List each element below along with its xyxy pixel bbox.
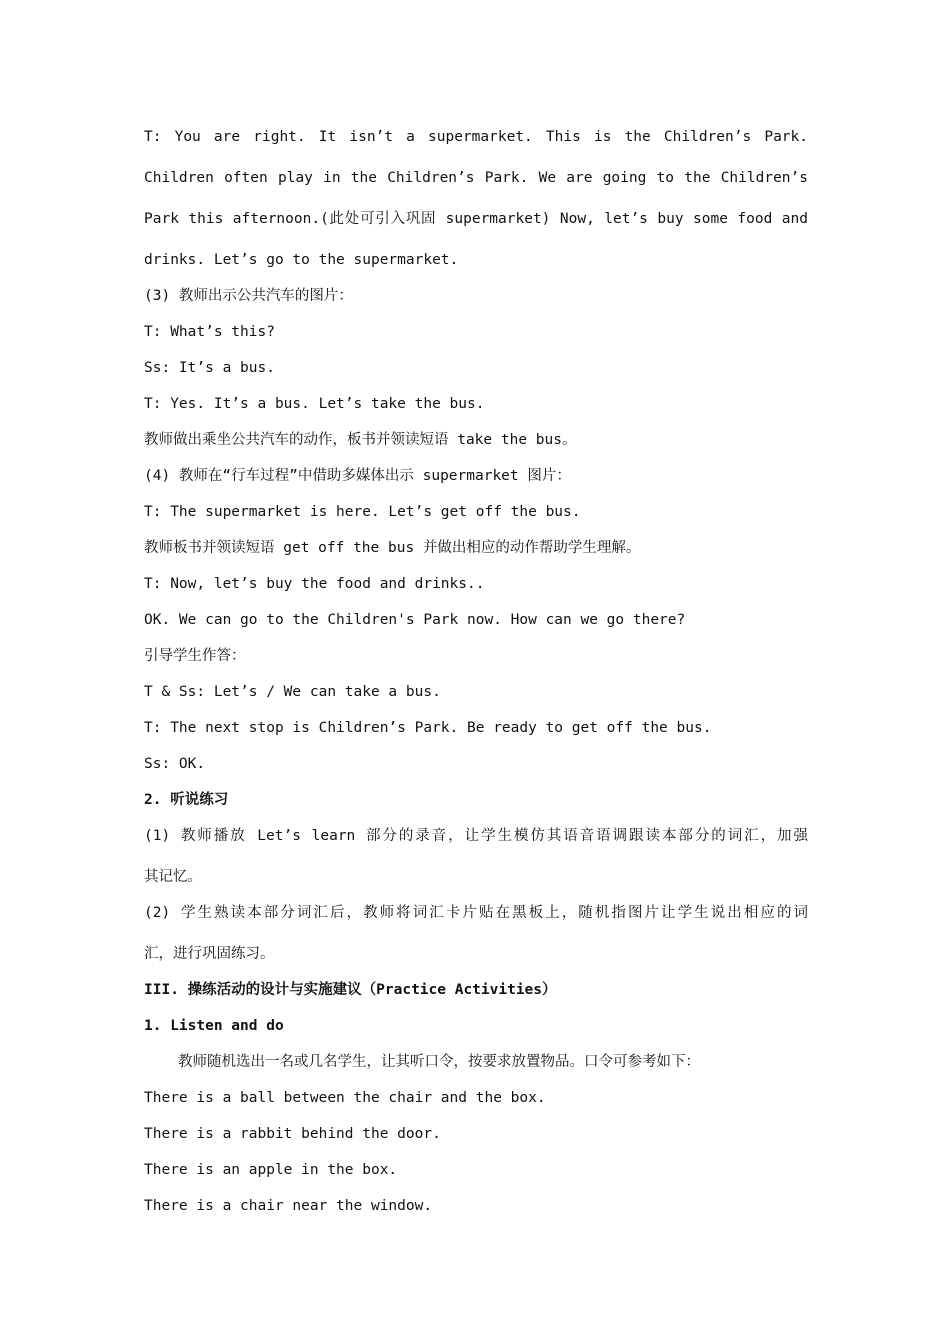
dialogue-line: T: Now, let’s buy the food and drinks..: [144, 576, 485, 592]
command-line: There is an apple in the box.: [144, 1162, 398, 1178]
instruction-line: 教师板书并领读短语 get off the bus 并做出相应的动作帮助学生理解。: [144, 540, 641, 556]
step-heading: (3) 教师出示公共汽车的图片：: [144, 288, 353, 304]
command-line: There is a chair near the window.: [144, 1198, 433, 1214]
section-heading: 2. 听说练习: [144, 792, 229, 808]
dialogue-line: T: You are right. It isn’t a supermarket. This is the Children’s Park.: [144, 129, 808, 145]
instruction-line: 引导学生作答：: [144, 648, 246, 664]
dialogue-line: Children often play in the Children’s Park. We are going to the Children’s: [144, 170, 808, 186]
instruction-line: (1) 教师播放 Let’s learn 部分的录音，让学生模仿其语音语调跟读本部分的词汇，加强: [144, 828, 808, 844]
section-heading: III. 操练活动的设计与实施建议（Practice Activities）: [144, 982, 557, 998]
dialogue-line: Park this afternoon.(此处可引入巩固 supermarket) Now, let’s buy some food and: [144, 211, 808, 227]
dialogue-line: T & Ss: Let’s / We can take a bus.: [144, 684, 441, 700]
instruction-line: 其记忆。: [144, 869, 202, 885]
dialogue-line: T: The next stop is Children’s Park. Be ready to get off the bus.: [144, 720, 712, 736]
dialogue-line: Ss: It’s a bus.: [144, 360, 275, 376]
activity-heading: 1. Listen and do: [144, 1018, 284, 1034]
instruction-line: (2) 学生熟读本部分词汇后，教师将词汇卡片贴在黑板上，随机指图片让学生说出相应的词: [144, 905, 808, 921]
dialogue-line: T: Yes. It’s a bus. Let’s take the bus.: [144, 396, 485, 412]
dialogue-line: drinks. Let’s go to the supermarket.: [144, 252, 459, 268]
instruction-line: 教师做出乘坐公共汽车的动作，板书并领读短语 take the bus。: [144, 432, 577, 448]
dialogue-line: OK. We can go to the Children's Park now. How can we go there?: [144, 612, 686, 628]
instruction-line: 汇，进行巩固练习。: [144, 946, 275, 962]
instruction-line: 教师随机选出一名或几名学生，让其听口令，按要求放置物品。口令可参考如下：: [178, 1054, 700, 1070]
dialogue-line: T: The supermarket is here. Let’s get off the bus.: [144, 504, 581, 520]
dialogue-line: Ss: OK.: [144, 756, 206, 772]
step-heading: (4) 教师在“行车过程”中借助多媒体出示 supermarket 图片：: [144, 468, 571, 484]
dialogue-line: T: What’s this?: [144, 324, 275, 340]
command-line: There is a ball between the chair and the box.: [144, 1090, 546, 1106]
command-line: There is a rabbit behind the door.: [144, 1126, 441, 1142]
